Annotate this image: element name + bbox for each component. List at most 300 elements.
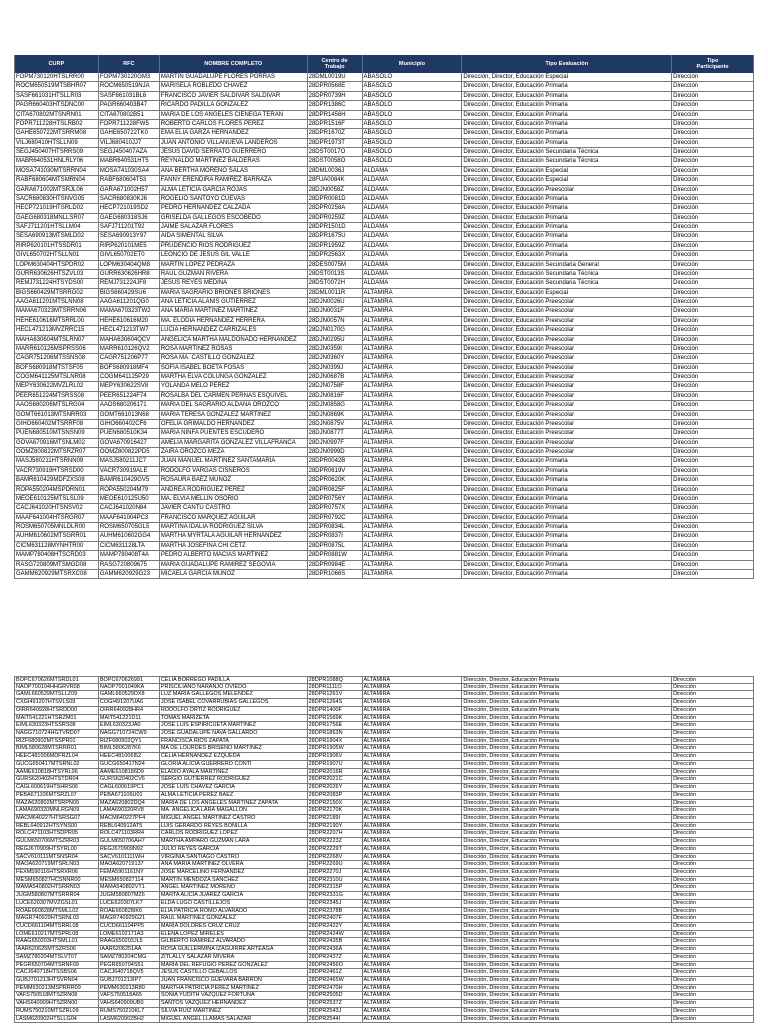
- cell-nombre-completo: FRANCISCO JAVIER SALDIVAR SALDIVAR: [160, 92, 308, 100]
- cell-nombre-completo: MARTINA IDALIA RODRIGUEZ SILVA: [160, 523, 308, 531]
- table-row: [15, 307, 754, 316]
- table-row: [15, 157, 754, 166]
- cell-tipo-participante: Dirección: [672, 232, 754, 240]
- cell-centro-de-trabajo: 28DST0058O: [308, 157, 363, 165]
- cell-nombre-completo: FANNY ERENDIRA RAMIREZ BARRAZA: [160, 176, 308, 184]
- cell-tipo-participante: Dirección: [672, 514, 754, 522]
- cell-centro-de-trabajo: 28DJN0877T: [308, 429, 363, 437]
- cell-curp: ROCM650519MTSBHR07: [15, 82, 99, 90]
- cell-curp: AAGA611201MTSLNN08: [15, 298, 99, 306]
- cell-centro-de-trabajo: 28DPR1906V: [308, 753, 363, 760]
- cell-tipo-participante: Dirección: [672, 261, 754, 269]
- cell-centro-de-trabajo: 28DPR2407F: [308, 915, 363, 922]
- cell-curp: ROAE660828MTSMLL02: [15, 908, 99, 915]
- cell-centro-de-trabajo: 28DJN0026U: [308, 298, 363, 306]
- cell-curp: CITA670802MTSNRN01: [15, 111, 99, 119]
- cell-nombre-completo: ROSAURA BAEZ MUÑOZ: [160, 476, 308, 484]
- cell-municipio: ALDAMA: [363, 195, 463, 203]
- cell-tipo-participante: Dirección: [672, 815, 754, 822]
- cell-municipio: ALTAMIRA: [363, 1000, 463, 1007]
- cell-rfc: AUHM610602GG4: [99, 532, 160, 540]
- cell-curp: MAGR740929HTSRNL03: [15, 915, 99, 922]
- cell-nombre-completo: LEONCIO DE JESUS GIL VALLE: [160, 251, 308, 259]
- cell-tipo-participante: Dirección: [672, 985, 754, 992]
- cell-curp: AAME610818HTSYRL06: [15, 769, 99, 776]
- cell-municipio: ABASOLO: [363, 73, 463, 81]
- cell-nombre-completo: JOSE MARCELINO FERNANDEZ: [160, 869, 308, 876]
- cell-curp: REBL640912HTSYNS00: [15, 823, 99, 830]
- cell-municipio: ALTAMIRA: [363, 429, 463, 437]
- cell-municipio: ALTAMIRA: [363, 326, 463, 334]
- cell-nombre-completo: PRUDENCIO RIOS RODRIGUEZ: [160, 242, 308, 250]
- cell-municipio: ALTAMIRA: [363, 753, 463, 760]
- cell-nombre-completo: JESUS CASTILLO CEBALLOS: [160, 969, 308, 976]
- cell-rfc: COGI491207UA6: [99, 699, 160, 706]
- cell-tipo-participante: Dirección: [672, 382, 754, 390]
- cell-rfc: AAME6108186D9: [99, 769, 160, 776]
- cell-centro-de-trabajo: 28DPR2269U: [308, 861, 363, 868]
- cell-nombre-completo: MARTA ALICIA JUAREZ GARCIA: [160, 892, 308, 899]
- cell-rfc: ROAE660828IK6: [99, 908, 160, 915]
- cell-tipo-evaluacion: Dirección, Director, Educación Primaria: [462, 514, 672, 522]
- cell-nombre-completo: MA. ANGELICA LARA MAGALLON: [160, 807, 308, 814]
- cell-centro-de-trabajo: 28DPR2190Y: [308, 823, 363, 830]
- cell-tipo-participante: Dirección: [672, 457, 754, 465]
- cell-nombre-completo: SOFIA ISABEL BOETA FOSAS: [160, 364, 308, 372]
- cell-rfc: MESM650827114: [99, 877, 160, 884]
- cell-municipio: ALTAMIRA: [363, 869, 463, 876]
- table-row: [15, 784, 754, 792]
- cell-tipo-evaluacion: Dirección, Director, Educación Primaria: [462, 854, 672, 861]
- cell-municipio: ALTAMIRA: [363, 298, 463, 306]
- cell-tipo-participante: Dirección: [672, 223, 754, 231]
- cell-tipo-evaluacion: Dirección, Director, Educación Primaria: [462, 776, 672, 783]
- cell-curp: BOFS680918MTSTSF05: [15, 364, 99, 372]
- table-row: [15, 186, 754, 195]
- cell-nombre-completo: FRANCISCA RIOS ZAPATA: [160, 738, 308, 745]
- cell-tipo-participante: Dirección: [672, 838, 754, 845]
- cell-nombre-completo: MARIA NINFA PUENTES ESCUDERO: [160, 429, 308, 437]
- cell-curp: MESM650827HCSNNR00: [15, 877, 99, 884]
- cell-curp: MEPY630622MVZLRL02: [15, 382, 99, 390]
- cell-nombre-completo: JOSE GUADALUPE NAVA GALLARDO: [160, 730, 308, 737]
- cell-curp: LAMA690320MNLRGN09: [15, 807, 99, 814]
- cell-curp: MARR610126MSPRSS06: [15, 345, 99, 353]
- cell-rfc: GIVL650702ET0: [99, 251, 160, 259]
- cell-municipio: ALTAMIRA: [363, 495, 463, 503]
- cell-municipio: ALTAMIRA: [363, 570, 463, 578]
- table-row: [15, 946, 754, 954]
- cell-centro-de-trabajo: 28DPR0625F: [308, 486, 363, 494]
- cell-tipo-evaluacion: Dirección, Director, Educación Primaria: [462, 761, 672, 768]
- cell-curp: BIGS660429MTSRRG02: [15, 289, 99, 297]
- cell-municipio: ALTAMIRA: [363, 1008, 463, 1015]
- cell-municipio: ALTAMIRA: [363, 745, 463, 752]
- cell-nombre-completo: ELENA LOPEZ MIRELES: [160, 931, 308, 938]
- cell-curp: HEHE610616MTSRRL00: [15, 317, 99, 325]
- cell-centro-de-trabajo: 28DPR2268V: [308, 854, 363, 861]
- table-row: [15, 176, 754, 185]
- cell-rfc: FOPM730120GM3: [99, 73, 160, 81]
- table-row: [15, 715, 754, 723]
- cell-centro-de-trabajo: 28DPR2207H: [308, 830, 363, 837]
- cell-curp: NAOP700104HHGRVR08: [15, 684, 99, 691]
- table-row: [15, 261, 754, 270]
- cell-rfc: BIML5806287K6: [99, 745, 160, 752]
- table-row: [15, 1008, 754, 1016]
- cell-rfc: SASF661031BL6: [99, 92, 160, 100]
- cell-tipo-participante: Dirección: [672, 923, 754, 930]
- cell-tipo-participante: Dirección: [672, 738, 754, 745]
- cell-municipio: ALTAMIRA: [363, 373, 463, 381]
- cell-centro-de-trabajo: 28DJN0057N: [308, 317, 363, 325]
- cell-nombre-completo: RAUL MARTINEZ GONZALEZ: [160, 915, 308, 922]
- cell-nombre-completo: JAVIER CANTU CASTRO: [160, 504, 308, 512]
- cell-tipo-participante: Dirección: [672, 82, 754, 90]
- cell-municipio: ABASOLO: [363, 92, 463, 100]
- cell-tipo-participante: Dirección: [672, 776, 754, 783]
- cell-nombre-completo: ELIA PATRICIA ROMO ALVARADO: [160, 908, 308, 915]
- table-row: [15, 722, 754, 730]
- cell-centro-de-trabajo: 28DPR2021C: [308, 776, 363, 783]
- cell-tipo-evaluacion: Dirección, Director, Educación Preescolar: [462, 317, 672, 325]
- table-row: [15, 954, 754, 962]
- cell-nombre-completo: MARIA DEL REFUGIO PEREZ GONZALEZ: [160, 962, 308, 969]
- cell-tipo-evaluacion: Dirección, Director, Educación Primaria: [462, 457, 672, 465]
- cell-centro-de-trabajo: 28DJN0997F: [308, 439, 363, 447]
- table-row: [15, 838, 754, 846]
- cell-rfc: CAGL600619PC1: [99, 784, 160, 791]
- table-row: [15, 761, 754, 769]
- table-row: [15, 561, 754, 570]
- cell-curp: HECP721019HTSRLD02: [15, 204, 99, 212]
- cell-nombre-completo: LUCIA HERNANDEZ CARRIZALES: [160, 326, 308, 334]
- cell-municipio: ALTAMIRA: [363, 514, 463, 522]
- cell-rfc: REBL640912AT5: [99, 823, 160, 830]
- cell-tipo-participante: Dirección: [672, 167, 754, 175]
- cell-municipio: ALTAMIRA: [363, 684, 463, 691]
- cell-centro-de-trabajo: 28DPR0881W: [308, 551, 363, 559]
- cell-municipio: ALTAMIRA: [363, 561, 463, 569]
- cell-tipo-evaluacion: Dirección, Director, Educación Especial: [462, 176, 672, 184]
- table-row: [15, 373, 754, 382]
- cell-curp: NAGG710724HGTVRD07: [15, 730, 99, 737]
- cell-tipo-participante: Dirección: [672, 869, 754, 876]
- cell-nombre-completo: OFELIA GRIMALDO HERNANDEZ: [160, 420, 308, 428]
- cell-nombre-completo: ROSA GUILLERMINA IZAGUIRRE ARTEAGA: [160, 946, 308, 953]
- header-curp: CURP: [15, 55, 99, 73]
- cell-curp: FOPM730120HTSLRR00: [15, 73, 99, 81]
- cell-centro-de-trabajo: 28DPR2189I: [308, 815, 363, 822]
- cell-municipio: ALTAMIRA: [363, 838, 463, 845]
- table-row: [15, 699, 754, 707]
- cell-rfc: SAFJ711201T92: [99, 223, 160, 231]
- cell-rfc: GURS620402CV6: [99, 776, 160, 783]
- cell-rfc: ROPA550204M79: [99, 486, 160, 494]
- table-row: [15, 467, 754, 476]
- cell-curp: GAEG680318MNLLSR07: [15, 214, 99, 222]
- cell-municipio: ALTAMIRA: [363, 457, 463, 465]
- cell-curp: GIHO660402MTSRRF08: [15, 420, 99, 428]
- cell-nombre-completo: ANGEL MARTINEZ MORENO: [160, 884, 308, 891]
- cell-tipo-participante: Dirección: [672, 877, 754, 884]
- cell-nombre-completo: JESUS REYES MEDINA: [160, 279, 308, 287]
- cell-tipo-participante: Dirección: [672, 439, 754, 447]
- cell-curp: OIRR640928HTSRDD00: [15, 707, 99, 714]
- cell-nombre-completo: RODOLFO ORTIZ RODRIGUEZ: [160, 707, 308, 714]
- cell-rfc: MASJ580211JC7: [99, 457, 160, 465]
- cell-centro-de-trabajo: 28DPR2016R: [308, 769, 363, 776]
- cell-curp: BIML580628MTSRRR01: [15, 745, 99, 752]
- table-row: [15, 120, 754, 129]
- table-row: [15, 877, 754, 885]
- cell-tipo-participante: Dirección: [672, 504, 754, 512]
- cell-municipio: ABASOLO: [363, 129, 463, 137]
- cell-nombre-completo: MA DE LOURDES BRISENO MARTINEZ: [160, 745, 308, 752]
- cell-rfc: PEMM630213R80: [99, 985, 160, 992]
- table-row: [15, 317, 754, 326]
- table-row: [15, 204, 754, 213]
- cell-municipio: ALTAMIRA: [363, 715, 463, 722]
- cell-centro-de-trabajo: 28DPR2424W: [308, 931, 363, 938]
- cell-tipo-evaluacion: Dirección, Director, Educación Preescolar: [462, 307, 672, 315]
- cell-centro-de-trabajo: 28DPR2543J: [308, 1008, 363, 1015]
- cell-centro-de-trabajo: 28DPR0259Z: [308, 214, 363, 222]
- cell-nombre-completo: ELDA LUGO CASTILLEJOS: [160, 900, 308, 907]
- cell-curp: MAAF641004HTSRGR07: [15, 514, 99, 522]
- table-row: [15, 439, 754, 448]
- cell-municipio: ALTAMIRA: [363, 392, 463, 400]
- cell-nombre-completo: MARIA GUADALUPE RAMIREZ SEGOVIA: [160, 561, 308, 569]
- cell-nombre-completo: YOLANDA MELO PEREZ: [160, 382, 308, 390]
- cell-centro-de-trabajo: 28DPR1111O: [308, 684, 363, 691]
- cell-rfc: PAGR660403B47: [99, 101, 160, 109]
- cell-rfc: GOMT661013N68: [99, 411, 160, 419]
- cell-curp: PAGR660403HTSDNC00: [15, 101, 99, 109]
- cell-rfc: MEOE610125U50: [99, 495, 160, 503]
- cell-rfc: PEGR650704S51: [99, 962, 160, 969]
- table-row: [15, 73, 754, 82]
- table-row: [15, 336, 754, 345]
- cell-rfc: MAAF641004PC3: [99, 514, 160, 522]
- cell-municipio: ABASOLO: [363, 148, 463, 156]
- cell-rfc: RIRP620101ME5: [99, 242, 160, 250]
- cell-nombre-completo: JESUS DAVID SERRATO GUERRERO: [160, 148, 308, 156]
- cell-centro-de-trabajo: 28DPR2544I: [308, 1016, 363, 1023]
- cell-tipo-evaluacion: Dirección, Director, Educación Primaria: [462, 699, 672, 706]
- cell-centro-de-trabajo: 28DJN0999D: [308, 448, 363, 456]
- cell-municipio: ALTAMIRA: [363, 289, 463, 297]
- cell-rfc: RAAG650203JL5: [99, 938, 160, 945]
- cell-centro-de-trabajo: 28DJN0031F: [308, 307, 363, 315]
- table-row: [15, 354, 754, 363]
- cell-centro-de-trabajo: 28DPR2470H: [308, 985, 363, 992]
- cell-municipio: ALTAMIRA: [363, 938, 463, 945]
- table-row: [15, 769, 754, 777]
- cell-tipo-participante: Dirección: [672, 186, 754, 194]
- cell-centro-de-trabajo: 28DPR1756E: [308, 722, 363, 729]
- cell-tipo-evaluacion: Dirección, Director, Educación Primaria: [462, 523, 672, 531]
- cell-tipo-evaluacion: Dirección, Director, Educación Primaria: [462, 900, 672, 907]
- table-body: [15, 676, 754, 1023]
- cell-rfc: NAGG710724CW9: [99, 730, 160, 737]
- cell-nombre-completo: SILVIA RUIZ MARTINEZ: [160, 1008, 308, 1015]
- cell-centro-de-trabajo: 28DPR1959Z: [308, 242, 363, 250]
- cell-tipo-participante: Dirección: [672, 830, 754, 837]
- table-row: [15, 514, 754, 523]
- cell-curp: PEMM630213MSPRRR09: [15, 985, 99, 992]
- cell-centro-de-trabajo: 28DPR2378B: [308, 908, 363, 915]
- cell-tipo-participante: Dirección: [672, 892, 754, 899]
- cell-centro-de-trabajo: 28DJN0360Y: [308, 354, 363, 362]
- cell-tipo-evaluacion: Dirección, Director, Educación Primaria: [462, 476, 672, 484]
- cell-tipo-evaluacion: Dirección, Director, Educación Preescolar: [462, 448, 672, 456]
- cell-municipio: ALDAMA: [363, 167, 463, 175]
- cell-curp: SAFJ711201HTSLLM04: [15, 223, 99, 231]
- table-row: [15, 429, 754, 438]
- cell-nombre-completo: GLORIA ALICIA GUERRERO CONTI: [160, 761, 308, 768]
- cell-rfc: AAOS680206171: [99, 401, 160, 409]
- cell-municipio: ALTAMIRA: [363, 354, 463, 362]
- table-row: [15, 504, 754, 513]
- cell-nombre-completo: PEDRO HERNANDEZ CALZADA: [160, 204, 308, 212]
- cell-rfc: GAML660529DX8: [99, 691, 160, 698]
- cell-municipio: ABASOLO: [363, 111, 463, 119]
- cell-curp: JUGM580807MTSRRR04: [15, 892, 99, 899]
- cell-tipo-evaluacion: Dirección, Director, Educación Primaria: [462, 722, 672, 729]
- cell-centro-de-trabajo: 28DJN0399J: [308, 364, 363, 372]
- cell-curp: PEBA671106MTSRZL07: [15, 792, 99, 799]
- cell-curp: CACJ641020HTSNSV02: [15, 504, 99, 512]
- cell-nombre-completo: JOSE LUIS ESPIRICUETA MARTINEZ: [160, 722, 308, 729]
- cell-tipo-evaluacion: Dirección, Director, Educación Primaria: [462, 985, 672, 992]
- cell-centro-de-trabajo: 28DPR1973T: [308, 139, 363, 147]
- cell-tipo-participante: Dirección: [672, 420, 754, 428]
- cell-centro-de-trabajo: 28DPR1905W: [308, 745, 363, 752]
- cell-nombre-completo: MICAELA GARCIA MUÑOZ: [160, 570, 308, 578]
- cell-rfc: PEER651224F74: [99, 392, 160, 400]
- cell-municipio: ALTAMIRA: [363, 985, 463, 992]
- cell-municipio: ALTAMIRA: [363, 439, 463, 447]
- cell-rfc: REGJ670909N92: [99, 846, 160, 853]
- cell-municipio: ALTAMIRA: [363, 884, 463, 891]
- cell-rfc: OIRR640928HR4: [99, 707, 160, 714]
- table-row: [15, 962, 754, 970]
- cell-tipo-participante: Dirección: [672, 251, 754, 259]
- cell-tipo-participante: Dirección: [672, 769, 754, 776]
- cell-nombre-completo: MARTHA MYRTALA AGUILAR HERNANDEZ: [160, 532, 308, 540]
- cell-tipo-evaluacion: Dirección, Director, Educación Primaria: [462, 954, 672, 961]
- cell-nombre-completo: ELADIO AYALA MARTINEZ: [160, 769, 308, 776]
- cell-nombre-completo: MARTHA JOSEFINA CHI CETZ: [160, 542, 308, 550]
- cell-tipo-participante: Dirección: [672, 884, 754, 891]
- cell-tipo-evaluacion: Dirección, Director, Educación Secundaria Técnica: [462, 279, 672, 287]
- table-row: [15, 486, 754, 495]
- cell-tipo-evaluacion: Dirección, Director, Educación Especial: [462, 167, 672, 175]
- cell-nombre-completo: MARTHA PATRICIA PEREZ MARTINEZ: [160, 985, 308, 992]
- cell-rfc: GOVA670916427: [99, 439, 160, 447]
- cell-tipo-evaluacion: Dirección, Director, Educación Primaria: [462, 823, 672, 830]
- table-row: [15, 457, 754, 466]
- cell-centro-de-trabajo: 28DPR2537Z: [308, 1000, 363, 1007]
- cell-centro-de-trabajo: 28DPR1400F: [308, 707, 363, 714]
- cell-municipio: ALTAMIRA: [363, 892, 463, 899]
- cell-municipio: ALTAMIRA: [363, 977, 463, 984]
- cell-tipo-evaluacion: Dirección, Director, Educación Primaria: [462, 532, 672, 540]
- cell-tipo-participante: Dirección: [672, 707, 754, 714]
- table-row: [15, 707, 754, 715]
- cell-centro-de-trabajo: 28DJN0869K: [308, 411, 363, 419]
- cell-tipo-evaluacion: Dirección, Director, Educación Primaria: [462, 946, 672, 953]
- cell-rfc: PEBA671106U01: [99, 792, 160, 799]
- cell-tipo-evaluacion: Dirección, Director, Educación Primaria: [462, 1008, 672, 1015]
- cell-nombre-completo: CARLOS RODRIGUEZ LOPEZ: [160, 830, 308, 837]
- cell-centro-de-trabajo: 28DML0019U: [308, 73, 363, 81]
- cell-tipo-participante: Dirección: [672, 730, 754, 737]
- cell-municipio: ALTAMIRA: [363, 401, 463, 409]
- cell-centro-de-trabajo: 28DPR0757X: [308, 504, 363, 512]
- cell-rfc: MAZA620802DQ4: [99, 800, 160, 807]
- table-row: [15, 326, 754, 335]
- cell-curp: GOVA670916MTSNLM02: [15, 439, 99, 447]
- cell-tipo-evaluacion: Dirección, Director, Educación Primaria: [462, 838, 672, 845]
- cell-municipio: ALTAMIRA: [363, 504, 463, 512]
- cell-centro-de-trabajo: 28DPR2436A: [308, 946, 363, 953]
- cell-rfc: SAMZ780204CMG: [99, 954, 160, 961]
- cell-tipo-participante: Dirección: [672, 336, 754, 344]
- cell-municipio: ABASOLO: [363, 157, 463, 165]
- cell-tipo-participante: Dirección: [672, 900, 754, 907]
- cell-curp: MAZA620802MTSRPN09: [15, 800, 99, 807]
- cell-rfc: MOSA741030SA4: [99, 167, 160, 175]
- cell-rfc: SEGJ450407AZA: [99, 148, 160, 156]
- cell-centro-de-trabajo: 28DPR2345J: [308, 900, 363, 907]
- cell-nombre-completo: RAUL GUZMAN RIVERA: [160, 270, 308, 278]
- cell-tipo-evaluacion: Dirección, Director, Educación Primaria: [462, 1000, 672, 1007]
- cell-tipo-participante: Dirección: [672, 401, 754, 409]
- cell-nombre-completo: JUAN MANUEL MARTINEZ SANTAMARIA: [160, 457, 308, 465]
- cell-curp: PEER651224MTSRSS08: [15, 392, 99, 400]
- cell-tipo-participante: Dirección: [672, 992, 754, 999]
- cell-rfc: RIZF680902QY1: [99, 738, 160, 745]
- cell-tipo-participante: Dirección: [672, 722, 754, 729]
- cell-rfc: GAHE650722TK0: [99, 129, 160, 137]
- cell-nombre-completo: PEDRO ALBERTO MACIAS MARTINEZ: [160, 551, 308, 559]
- cell-rfc: VAHS640909UB0: [99, 1000, 160, 1007]
- cell-tipo-participante: Dirección: [672, 691, 754, 698]
- cell-tipo-evaluacion: Dirección, Director, Educación Primaria: [462, 969, 672, 976]
- cell-tipo-participante: Dirección: [672, 1008, 754, 1015]
- cell-centro-de-trabajo: 28DPR0258A: [308, 204, 363, 212]
- cell-nombre-completo: LUIS GERARDO REYES BONILLA: [160, 823, 308, 830]
- cell-tipo-evaluacion: Dirección, Director, Educación Preescolar: [462, 336, 672, 344]
- cell-municipio: ALTAMIRA: [363, 411, 463, 419]
- cell-curp: MAIT541221HTSRZM01: [15, 715, 99, 722]
- cell-tipo-evaluacion: Dirección, Director, Educación Primaria: [462, 120, 672, 128]
- cell-nombre-completo: GILBERTO RAMIREZ ALVARADO: [160, 938, 308, 945]
- cell-curp: AAOS680206MTSLRG04: [15, 401, 99, 409]
- cell-rfc: VAFS750518A65: [99, 992, 160, 999]
- cell-tipo-participante: Dirección: [672, 486, 754, 494]
- cell-centro-de-trabajo: 28DML0036J: [308, 167, 363, 175]
- cell-tipo-evaluacion: Dirección, Director, Educación Primaria: [462, 570, 672, 578]
- cell-curp: LUCE620307MVZGSL01: [15, 900, 99, 907]
- cell-tipo-evaluacion: Dirección, Director, Educación Primaria: [462, 223, 672, 231]
- cell-municipio: ALTAMIRA: [363, 846, 463, 853]
- cell-rfc: CAGR751206P77: [99, 354, 160, 362]
- table-row: [15, 148, 754, 157]
- cell-rfc: REMJ731224JF8: [99, 279, 160, 287]
